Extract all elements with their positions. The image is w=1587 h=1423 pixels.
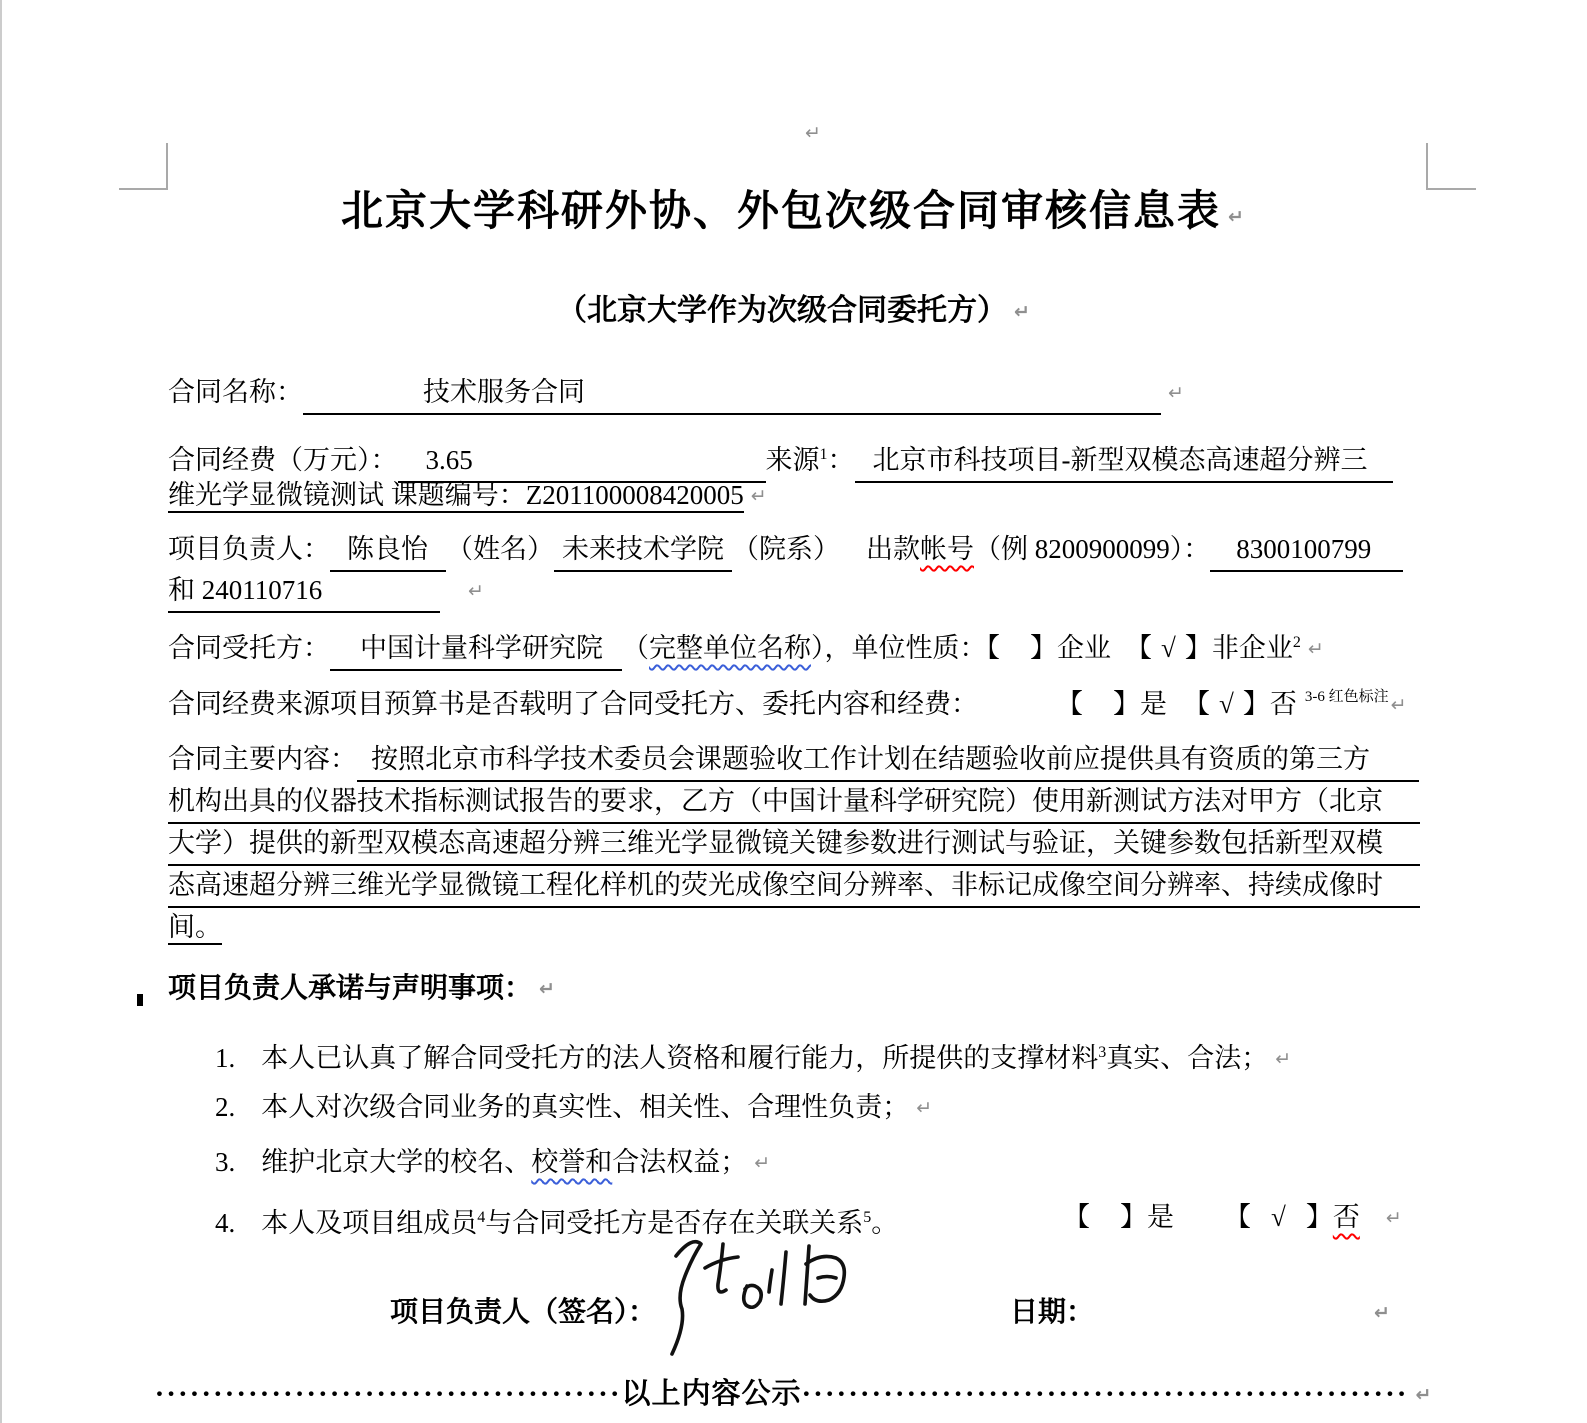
checkbox-budget-yes-close: 】 [1113, 689, 1140, 719]
main-content-field[interactable] [357, 739, 1419, 782]
pi-name-field[interactable] [330, 529, 446, 572]
trustee-value: 中国计量科学研究院 [360, 633, 603, 663]
account-value: 8300100799 [1236, 534, 1372, 564]
declaration-heading: 项目负责人承诺与声明事项： [168, 973, 533, 1004]
account-cont-field[interactable] [168, 570, 440, 613]
page-subtitle-line [0, 290, 1587, 333]
source-field[interactable] [855, 440, 1393, 483]
item1-text-a: 本人已认真了解合同受托方的法人资格和履行能力，所提供的支撑材料 [261, 1043, 1099, 1073]
trustee-paren-open: （ [622, 633, 649, 663]
signature-label-line [390, 1292, 656, 1333]
paragraph-mark-icon: ↵ [1014, 301, 1030, 323]
item-number: 1. [215, 1043, 236, 1073]
contract-name-line [168, 372, 1184, 415]
item3-text-a: 维护北京大学的校名、 [261, 1147, 532, 1177]
crop-mark-top-left-vertical [166, 143, 168, 190]
main-content-text1: 按照北京市科学技术委员会课题验收工作计划在结题验收前应提供具有资质的第三方 [371, 744, 1370, 774]
trustee-paren-close: ）， [811, 633, 852, 663]
declaration-item-3 [215, 1142, 770, 1184]
trustee-line [168, 622, 1324, 671]
account-value-cont: 和 240110716 [168, 575, 323, 605]
paragraph-mark-icon: ↵ [1390, 694, 1407, 716]
paragraph-mark-icon: ↵ [1275, 1048, 1292, 1070]
main-content-line1 [168, 739, 1419, 782]
pi-name: 陈良怡 [347, 534, 428, 564]
enterprise-label: 企业 [1057, 633, 1111, 663]
main-content-field[interactable] [168, 865, 1420, 908]
pi-name-suffix: （姓名） [446, 534, 554, 564]
contract-name-field[interactable] [303, 372, 1161, 415]
budget-question-line [168, 677, 1407, 726]
paragraph-mark-icon: ↵ [1374, 1302, 1390, 1324]
checkbox-relation-yes-open[interactable]: 【 [1063, 1202, 1090, 1232]
page-title-line [0, 189, 1587, 238]
main-content-line4 [168, 865, 1420, 908]
trustee-label: 合同受托方： [168, 633, 330, 663]
item2-text: 本人对次级合同业务的真实性、相关性、合理性负责； [261, 1092, 910, 1122]
checkbox-budget-no-open[interactable]: 【 [1183, 689, 1210, 719]
date-label: 日期： [1010, 1297, 1095, 1328]
declaration-heading-line [168, 968, 555, 1010]
nature-label: 单位性质： [851, 633, 987, 663]
trustee-field[interactable] [330, 628, 622, 671]
pi-label: 项目负责人： [168, 534, 330, 564]
item4-text-c: 。 [871, 1208, 899, 1238]
crop-mark-top-left-horizontal [119, 188, 168, 190]
main-content-text3: 大学）提供的新型双模态高速超分辨三维光学显微镜关键参数进行测试与验证，关键参数包括新型双模 [168, 828, 1383, 858]
footnote-ref-4: 4 [477, 1209, 486, 1226]
checkbox-non-enterprise-close: 】 [1184, 633, 1212, 663]
footnote-ref-2: 2 [1292, 634, 1301, 651]
dotted-leader-left: ········································ [154, 1378, 622, 1410]
source-value-line1: 北京市科技项目-新型双模态高速超分辨三 [872, 445, 1368, 475]
crop-mark-top-right-vertical [1426, 143, 1428, 190]
paragraph-mark-icon: ↵ [539, 978, 555, 1000]
main-content-text2: 机构出具的仪器技术指标测试报告的要求，乙方（中国计量科学研究院）使用新测试方法对甲方（北京 [168, 786, 1383, 816]
trustee-paren-note: 完整单位名称 [649, 633, 811, 663]
item-number: 3. [215, 1147, 236, 1177]
checkbox-non-enterprise-check[interactable]: √ [1161, 633, 1176, 663]
main-content-field[interactable] [168, 781, 1420, 824]
footnote-ref-3: 3 [1098, 1044, 1107, 1061]
page-subtitle: （北京大学作为次级合同委托方） [557, 294, 1008, 327]
paragraph-square-mark-icon [137, 994, 143, 1006]
footnote-ref-1: 1 [819, 446, 828, 463]
contract-name-value: 技术服务合同 [423, 377, 585, 407]
checkbox-relation-no-check[interactable]: √ [1271, 1202, 1286, 1232]
declaration-item-1 [215, 1032, 1291, 1080]
item-number: 4. [215, 1208, 236, 1238]
account-label-example: （例 8200900099）： [974, 534, 1211, 564]
account-cont-line [168, 570, 484, 613]
contract-name-label: 合同名称： [168, 377, 303, 407]
main-content-line5 [168, 907, 222, 948]
red-annotation-note: 3-6 红色标注 [1304, 689, 1389, 705]
pi-dept-field[interactable] [554, 529, 732, 572]
source-value-line2: 维光学显微镜测试 课题编号：Z201100008420005 [168, 480, 744, 513]
item3-text-b: 合法权益； [612, 1147, 748, 1177]
item1-text-b: 真实、合法； [1106, 1043, 1269, 1073]
main-content-line3 [168, 823, 1420, 866]
main-content-label: 合同主要内容： [168, 744, 357, 774]
pi-dept-suffix: （院系） [732, 534, 840, 564]
signature-label: 项目负责人（签名）： [390, 1297, 657, 1328]
dotted-leader-right: ···················································· [801, 1378, 1409, 1410]
non-enterprise-label: 非企业 [1211, 633, 1293, 663]
public-notice-text: 以上内容公示 [621, 1378, 802, 1410]
item-number: 2. [215, 1092, 236, 1122]
budget-yes-label: 是 [1140, 689, 1167, 719]
paragraph-mark-icon: ↵ [1228, 206, 1246, 228]
checkbox-budget-yes-open[interactable]: 【 [1056, 689, 1083, 719]
source-line2 [168, 475, 767, 517]
checkbox-enterprise-close: 】 [1030, 633, 1057, 663]
funding-value: 3.65 [425, 445, 473, 475]
paragraph-mark-icon: ↵ [1307, 638, 1324, 660]
checkbox-budget-no-check[interactable]: √ [1219, 689, 1234, 719]
paragraph-mark-icon: ↵ [916, 1097, 933, 1119]
crop-mark-top-right-horizontal [1426, 188, 1476, 190]
main-content-line2 [168, 781, 1420, 824]
item4-text-b: 与合同受托方是否存在关联关系 [485, 1208, 864, 1238]
paragraph-mark-icon: ↵ [1415, 1384, 1433, 1406]
budget-question: 合同经费来源项目预算书是否载明了合同受托方、委托内容和经费： [168, 689, 978, 719]
budget-no-label: 否 [1269, 689, 1297, 719]
source-label: 来源 [765, 445, 820, 475]
account-field[interactable] [1210, 529, 1403, 572]
declaration-item-2 [215, 1087, 932, 1129]
paragraph-mark-icon: ↵ [754, 1152, 771, 1174]
checkbox-budget-no-close: 】 [1242, 689, 1270, 719]
pi-line [168, 529, 1403, 572]
checkbox-relation-yes-close: 】 [1120, 1202, 1147, 1232]
public-notice-line [0, 1374, 1587, 1416]
checkbox-enterprise-open[interactable]: 【 [986, 633, 1000, 663]
main-content-text5: 间。 [168, 912, 222, 945]
page-title: 北京大学科研外协、外包次级合同审核信息表 [341, 189, 1222, 235]
pi-dept: 未来技术学院 [562, 534, 724, 564]
checkbox-relation-no-open[interactable]: 【 [1224, 1202, 1251, 1232]
relation-yes-label: 是 [1147, 1202, 1174, 1232]
paragraph-mark-icon: ↵ [805, 122, 821, 144]
account-label: 出款 [866, 534, 920, 564]
item3-text-grammar-flag: 校誉和 [531, 1147, 613, 1177]
main-content-field[interactable] [168, 823, 1420, 866]
checkbox-non-enterprise-open[interactable]: 【 [1125, 633, 1152, 663]
relation-no-label: 否 [1332, 1202, 1360, 1232]
footnote-ref-5: 5 [863, 1209, 872, 1226]
relation-checkbox-group [1063, 1197, 1402, 1239]
date-label-line [1010, 1292, 1390, 1334]
account-label-misspelled: 帐号 [920, 534, 974, 564]
source-colon: ： [827, 445, 855, 475]
main-content-text4: 态高速超分辨三维光学显微镜工程化样机的荧光成像空间分辨率、非标记成像空间分辨率、持续成像时 [168, 870, 1383, 900]
paragraph-mark-icon: ↵ [1168, 382, 1184, 404]
checkbox-relation-no-close: 】 [1305, 1202, 1333, 1232]
empty-paragraph [798, 112, 821, 154]
funding-label: 合同经费（万元）： [168, 445, 398, 475]
item4-text-a: 本人及项目组成员 [261, 1208, 478, 1238]
paragraph-mark-icon: ↵ [468, 580, 484, 602]
paragraph-mark-icon: ↵ [1385, 1207, 1402, 1229]
paragraph-mark-icon: ↵ [750, 485, 767, 507]
handwritten-signature [648, 1224, 898, 1359]
